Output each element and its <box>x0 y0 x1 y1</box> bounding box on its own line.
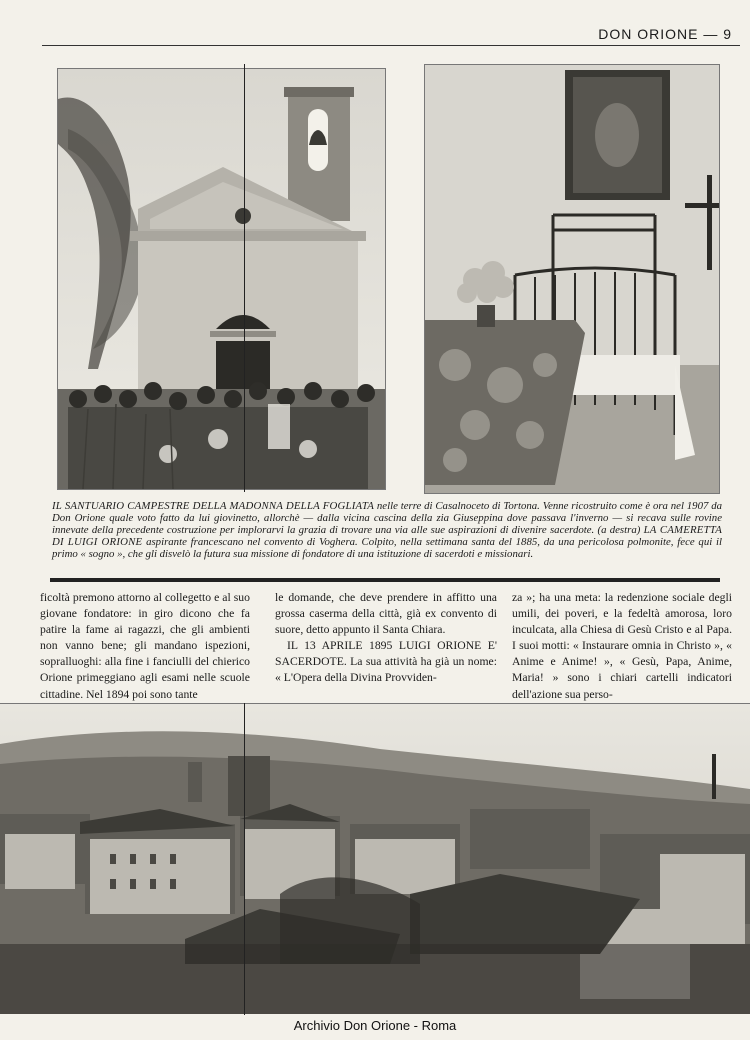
column-1-paragraph: ficoltà premono attorno al collegetto e al suo giovane fondatore: in giro dicono che fa patire la fame ai ragazzi, che gli ambienti non vanno bene; gli mandano ispezioni, sopralluoghi: alla fine i fanciulli del chierico Orione primeggiano agli esami nelle scuole cittadine. Nel 1894 poi sono tante <box>40 591 250 701</box>
photo-orione-bedroom <box>424 64 720 494</box>
text-column-3 <box>512 590 732 703</box>
panorama-illustration <box>0 704 750 1014</box>
column-2-paragraph-a: le domande, che deve prendere in affitto una grossa caserma della città, già ex convento di suore, detto appunto il Santa Chiara. <box>275 591 497 637</box>
caption-text-part2: aspirante francescano nel convento di Voghera. Colpito, nella settimana santa del 1885, da una pericolosa polmonite, fece qui il primo « sogno », che gli disvelò la futura sua missione di fondatore di una istituzione di sacerdoti e missionari. <box>52 536 722 560</box>
caption-lead-title-2: LA CAMERETTA DI LUIGI ORIONE <box>52 524 722 548</box>
text-column-1 <box>40 590 250 703</box>
archive-footer: Archivio Don Orione - Roma <box>293 1018 457 1033</box>
section-divider <box>50 578 720 582</box>
photo-town-panorama <box>0 703 750 1014</box>
sanctuary-illustration <box>58 69 385 489</box>
column-2-paragraph-b: IL 13 APRILE 1895 LUIGI ORIONE E' SACERDOTE. La sua attività ha già un nome: « L'Opera della Divina Provviden- <box>275 639 497 685</box>
text-column-2 <box>275 590 497 687</box>
column-3-paragraph: za »; ha una meta: la redenzione sociale degli umili, dei poveri, e la fedeltà amorosa, loro inculcata, alla Chiesa di Gesù Cristo e al Papa. I suoi motti: « Instaurare omnia in Christo », « Anime e Anime! », « Gesù, Papa, Anime, Maria! » sono i chiari cartelli indicatori dell'azione sua perso- <box>512 591 732 701</box>
photo-sanctuary-church <box>57 68 386 490</box>
page-fold-bottom <box>244 703 245 1015</box>
bedroom-illustration <box>425 65 719 493</box>
caption-text-part1: nelle terre di Casalnoceto di Tortona. Venne ricostruito come è ora nel 1907 da Don Orione quale voto fatto da lui giovinetto, allorchè — dalla vicina cascina della zia Giuseppina dove passava l'inverno — si recava sulle rovine innevate della precedente costruzione per implorarvi la grazia di trovare una via alle sue aspirazioni di divenire sacerdote. (a destra) <box>52 500 722 536</box>
page-fold-top <box>244 64 245 492</box>
header-rule <box>42 45 740 46</box>
running-header: DON ORIONE — 9 <box>598 26 732 42</box>
caption-lead-title: IL SANTUARIO CAMPESTRE DELLA MADONNA DELLA FOGLIATA <box>52 500 375 512</box>
photo-caption <box>52 500 722 560</box>
